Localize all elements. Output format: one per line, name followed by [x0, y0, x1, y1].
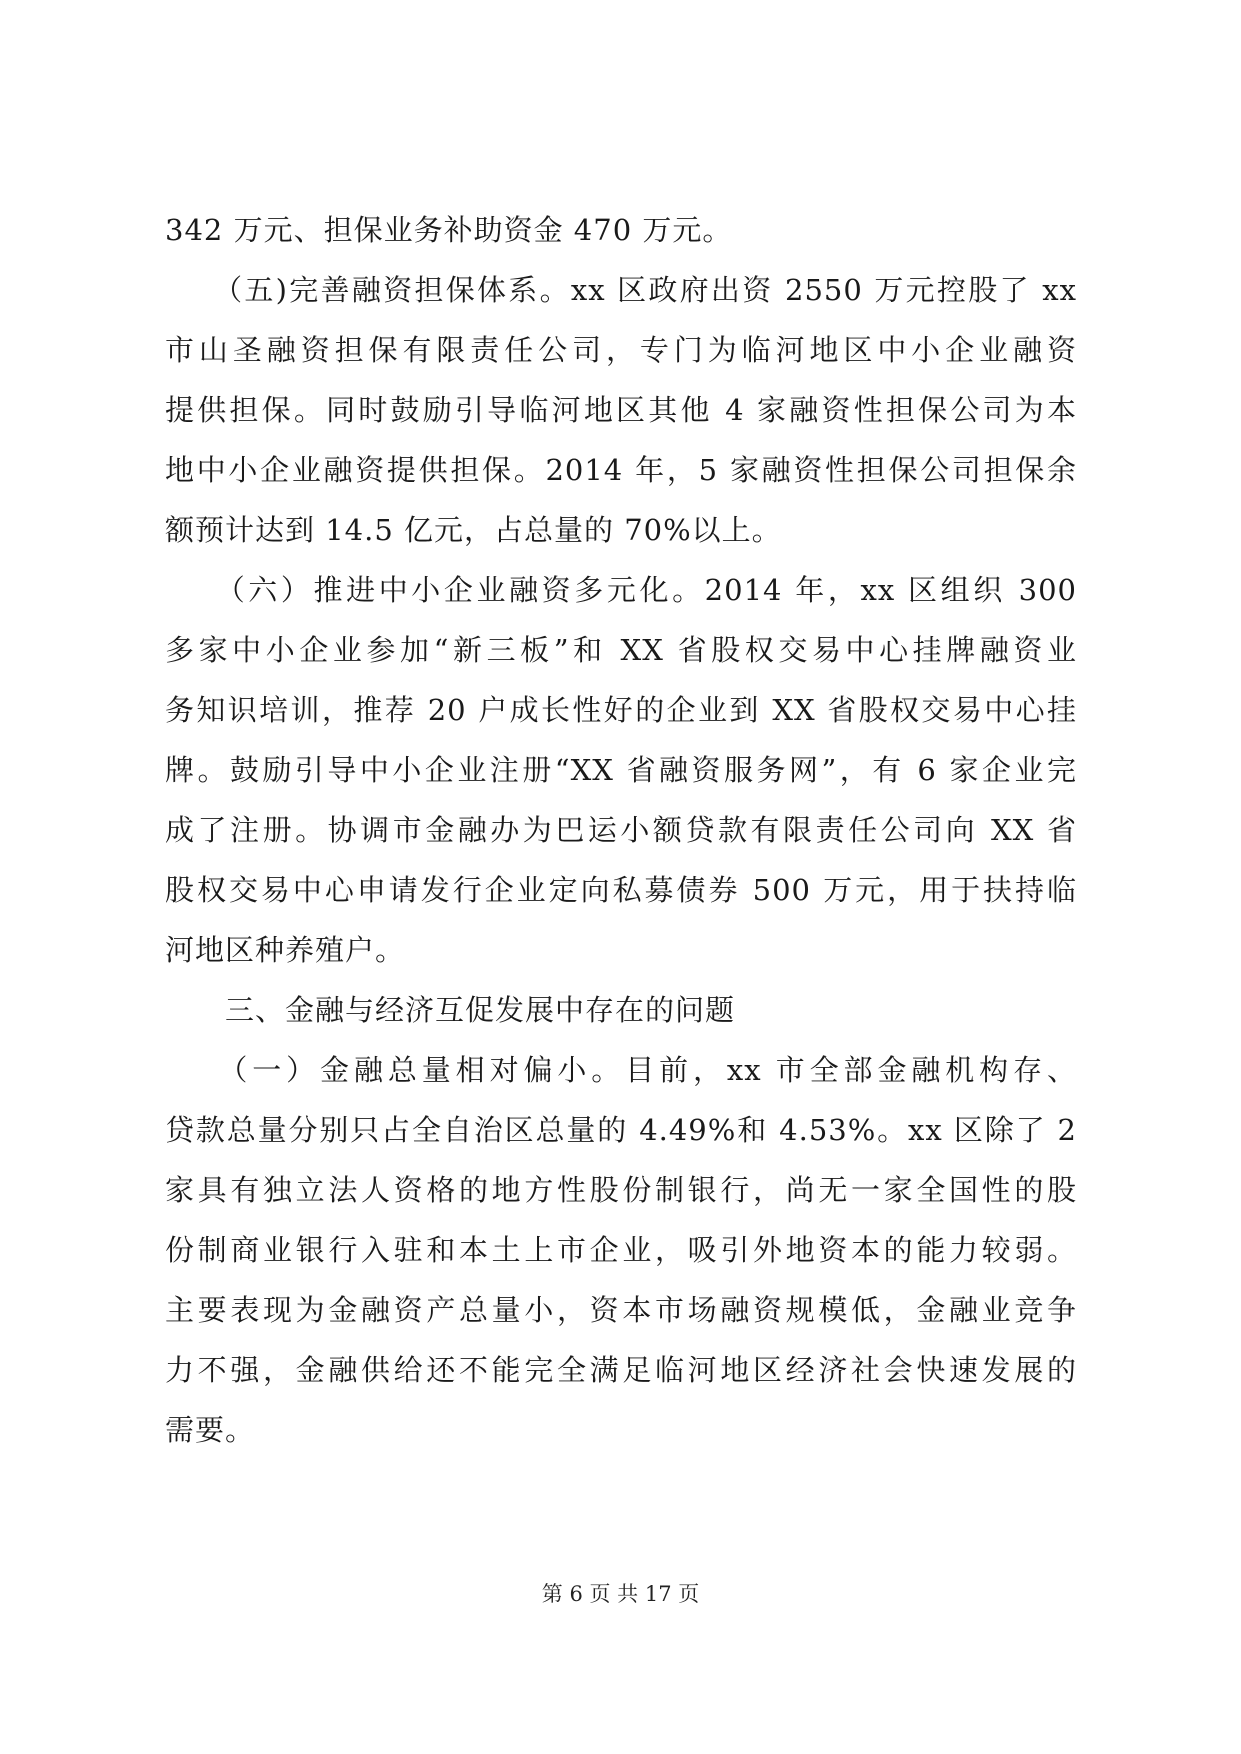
section-heading-problems — [165, 980, 1077, 1040]
paragraph-diversified-financing — [165, 560, 1077, 980]
paragraph-line: 需要。 — [165, 1413, 256, 1447]
page-number-footer: 第 6 页 共 17 页 — [541, 1582, 700, 1606]
paragraph-line: 地中小企业融资提供担保。2014 年，5 家融资性担保公司担保余 — [165, 453, 1077, 487]
paragraph-financing-guarantee — [165, 260, 1077, 560]
paragraph-line: 牌。鼓励引导中小企业注册“XX 省融资服务网”，有 6 家企业完 — [165, 753, 1077, 787]
paragraph-line: 贷款总量分别只占全自治区总量的 4.49%和 4.53%。xx 区除了 2 — [165, 1113, 1077, 1147]
paragraph-line: 市山圣融资担保有限责任公司，专门为临河地区中小企业融资 — [165, 333, 1077, 367]
paragraph-line: 主要表现为金融资产总量小，资本市场融资规模低，金融业竞争 — [165, 1293, 1077, 1327]
paragraph-line: 成了注册。协调市金融办为巴运小额贷款有限责任公司向 XX 省 — [165, 813, 1077, 847]
paragraph-line: （一）金融总量相对偏小。目前，xx 市全部金融机构存、 — [165, 1053, 1077, 1087]
paragraph-line: 342 万元、担保业务补助资金 470 万元。 — [165, 213, 733, 247]
paragraph-line: 力不强，金融供给还不能完全满足临河地区经济社会快速发展的 — [165, 1353, 1077, 1387]
paragraph-financial-volume — [165, 1040, 1077, 1460]
paragraph-line: 家具有独立法人资格的地方性股份制银行，尚无一家全国性的股 — [165, 1173, 1077, 1207]
paragraph-funding-tail — [165, 200, 1077, 260]
paragraph-line: 份制商业银行入驻和本土上市企业，吸引外地资本的能力较弱。 — [165, 1233, 1077, 1267]
section-heading-line: 三、金融与经济互促发展中存在的问题 — [165, 993, 736, 1027]
paragraph-line: 多家中小企业参加“新三板”和 XX 省股权交易中心挂牌融资业 — [165, 633, 1077, 667]
paragraph-line: （五)完善融资担保体系。xx 区政府出资 2550 万元控股了 xx — [165, 273, 1077, 307]
paragraph-line: （六）推进中小企业融资多元化。2014 年，xx 区组织 300 — [165, 573, 1077, 607]
paragraph-line: 股权交易中心申请发行企业定向私募债券 500 万元，用于扶持临 — [165, 873, 1077, 907]
paragraph-line: 河地区种养殖户。 — [165, 933, 406, 967]
paragraph-line: 提供担保。同时鼓励引导临河地区其他 4 家融资性担保公司为本 — [165, 393, 1077, 427]
document-body — [165, 200, 1077, 1460]
paragraph-line: 额预计达到 14.5 亿元，占总量的 70%以上。 — [165, 513, 782, 547]
paragraph-line: 务知识培训，推荐 20 户成长性好的企业到 XX 省股权交易中心挂 — [165, 693, 1077, 727]
